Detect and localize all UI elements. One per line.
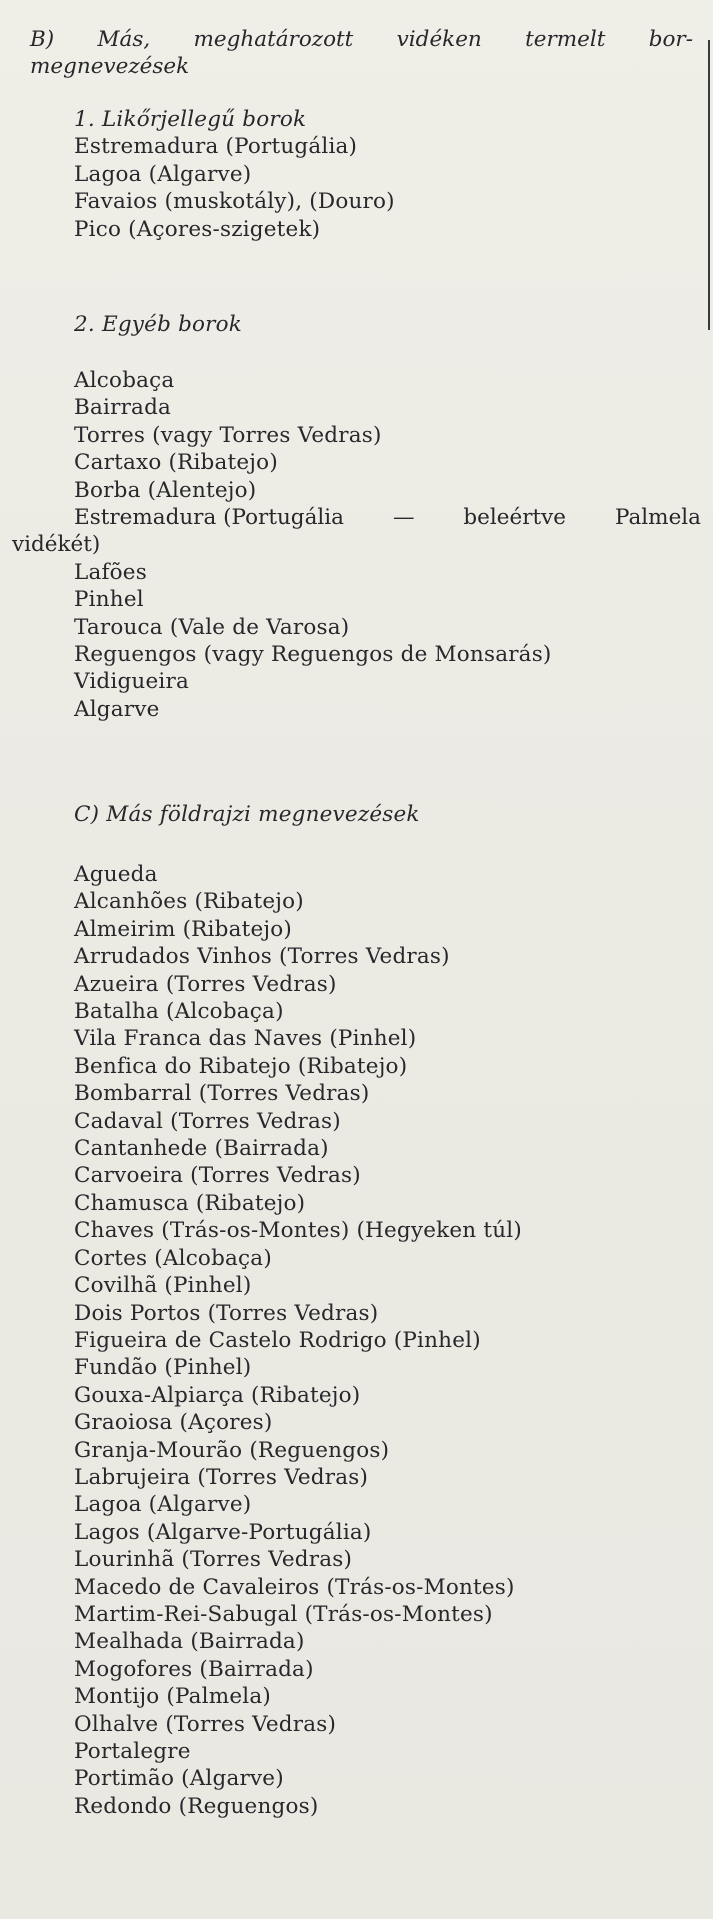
list-item: Lagoa (Algarve) [74,1492,252,1518]
list-item: Lourinhã (Torres Vedras) [74,1547,353,1573]
list-item-continuation: vidékét) [12,532,101,558]
section-c-heading-wrap [0,801,713,828]
list-item: Bairrada [74,395,172,421]
list-item: Vidigueira [74,669,189,695]
list-item: Cantanhede (Bairrada) [74,1136,329,1162]
list-item: Favaios (muskotály), (Douro) [74,189,395,215]
list-item: Borba (Alentejo) [74,477,257,503]
list-item: Montijo (Palmela) [74,1684,271,1710]
heading-word: B) [30,27,55,52]
list-item: Estremadura (Portugália) [74,134,358,160]
list-item: Carvoeira (Torres Vedras) [74,1163,361,1189]
list-item: Mogofores (Bairrada) [74,1656,314,1682]
wrap-part: Palmela [614,505,701,531]
list-item: Torres (vagy Torres Vedras) [74,422,382,448]
wrap-part: — [392,505,415,531]
subsection-egyeb-list [0,367,713,723]
list-item: Lagoa (Algarve) [74,161,252,187]
wrap-part: beleértve [463,505,567,531]
heading-word: bor- [648,27,693,52]
list-item: Gouxa-Alpiarça (Ribatejo) [74,1382,361,1408]
list-item: Arrudados Vinhos (Torres Vedras) [74,944,450,970]
list-item: Martim-Rei-Sabugal (Trás-os-Montes) [74,1601,493,1627]
list-item: Vila Franca das Naves (Pinhel) [74,1026,417,1052]
list-item: Algarve [74,696,160,722]
subsection-egyeb-heading: 2. Egyéb borok [74,312,243,337]
list-item: Chaves (Trás-os-Montes) (Hegyeken túl) [74,1218,522,1244]
list-item: Reguengos (vagy Reguengos de Monsarás) [74,642,552,668]
section-c-list [0,861,713,1820]
list-item: Cadaval (Torres Vedras) [74,1108,341,1134]
list-item: Macedo de Cavaleiros (Trás-os-Montes) [74,1574,515,1600]
list-item: Labrujeira (Torres Vedras) [74,1464,369,1490]
list-item: Covilhã (Pinhel) [74,1273,252,1299]
list-item: Almeirim (Ribatejo) [74,916,292,942]
heading-word: Más, [97,27,151,52]
list-item: Cartaxo (Ribatejo) [74,450,278,476]
list-item: Dois Portos (Torres Vedras) [74,1300,379,1326]
list-item: Pico (Açores-szigetek) [74,216,321,242]
list-item: Tarouca (Vale de Varosa) [74,614,350,640]
list-item: Benfica do Ribatejo (Ribatejo) [74,1053,408,1079]
list-item: Redondo (Reguengos) [74,1793,319,1819]
section-b-heading-line1 [0,26,713,53]
list-item: Lagos (Algarve-Portugália) [74,1519,372,1545]
list-item: Alcanhões (Ribatejo) [74,889,304,915]
subsection-likor [0,106,713,243]
list-item: Portimão (Algarve) [74,1766,284,1792]
heading-word: meghatározott [193,27,354,52]
list-item-wrapped [0,504,713,531]
list-item: Pinhel [74,587,144,613]
list-item: Batalha (Alcobaça) [74,999,284,1025]
list-item: Alcobaça [74,368,175,393]
heading-word: vidéken [396,27,482,52]
list-item: Figueira de Castelo Rodrigo (Pinhel) [74,1327,481,1353]
section-c-heading: C) Más földrajzi megnevezések [74,802,420,827]
list-item: Portalegre [74,1739,191,1764]
list-item: Lafões [74,559,147,585]
list-item: Bombarral (Torres Vedras) [74,1081,370,1107]
list-item: Fundão (Pinhel) [74,1355,252,1381]
subsection-egyeb-heading-wrap [0,311,713,338]
list-item: Graoiosa (Açores) [74,1410,273,1436]
section-b-heading [0,26,713,81]
wrap-part: Estremadura (Portugália [74,505,344,531]
list-item: Agueda [74,862,158,887]
list-item: Azueira (Torres Vedras) [74,971,337,997]
list-item: Mealhada (Bairrada) [74,1629,305,1655]
heading-word: termelt [525,27,606,52]
subsection-likor-heading: 1. Likőrjellegű borok [74,107,307,132]
list-item: Granja-Mourão (Reguengos) [74,1437,390,1463]
list-item: Cortes (Alcobaça) [74,1245,272,1271]
section-b-heading-line2: megnevezések [30,54,190,80]
list-item: Chamusca (Ribatejo) [74,1190,306,1216]
list-item: Olhalve (Torres Vedras) [74,1711,337,1737]
